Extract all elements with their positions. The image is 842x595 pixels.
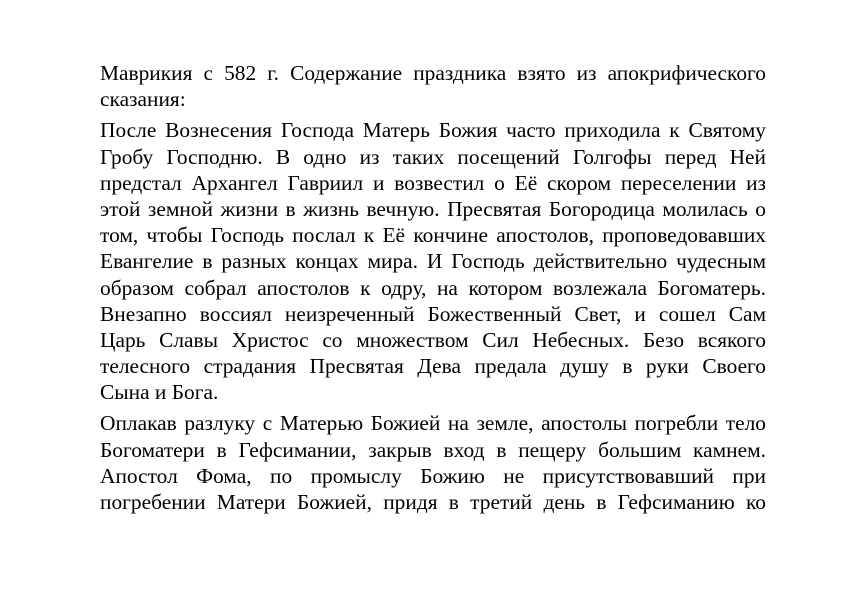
paragraph-3 bbox=[100, 410, 766, 515]
document-text bbox=[100, 60, 766, 515]
text-line: Гробу Господню. В одно из таких посещений Голгофы перед Ней bbox=[100, 144, 766, 169]
text-line: Царь Славы Христос со множеством Сил Небесных. Безо всякого bbox=[100, 327, 766, 352]
text-line: этой земной жизни в жизнь вечную. Пресвятая Богородица молилась о bbox=[100, 196, 766, 221]
text-line: погребении Матери Божией, придя в третий день в Гефсиманию ко bbox=[100, 490, 766, 514]
text-line: Апостол Фома, по промыслу Божию не присутствовавший при bbox=[100, 463, 766, 488]
paragraph-2 bbox=[100, 117, 766, 405]
text-line: Евангелие в разных концах мира. И Господь действительно чудесным bbox=[100, 249, 766, 274]
text-line: сказания: bbox=[100, 87, 186, 112]
text-line: Сына и Бога. bbox=[100, 380, 219, 405]
text-line: Маврикия с 582 г. Содержание праздника взято из апокрифического bbox=[100, 61, 766, 85]
text-line: После Вознесения Господа Матерь Божия часто приходила к Святому bbox=[100, 118, 766, 143]
text-line: телесного страдания Пресвятая Дева предала душу в руки Своего bbox=[100, 354, 766, 379]
paragraph-1 bbox=[100, 60, 766, 112]
text-line: образом собрал апостолов к одру, на котором возлежала Богоматерь. bbox=[100, 275, 766, 300]
text-line: том, чтобы Господь послал к Её кончине апостолов, проповедовавших bbox=[100, 223, 766, 248]
text-line: Оплакав разлуку с Матерью Божией на земле, апостолы погребли тело bbox=[100, 411, 766, 436]
text-line: предстал Архангел Гавриил и возвестил о Её скором переселении из bbox=[100, 170, 766, 195]
text-line: Внезапно воссиял неизреченный Божественный Свет, и сошел Сам bbox=[100, 301, 766, 326]
text-line: Богоматери в Гефсимании, закрыв вход в пещеру большим камнем. bbox=[100, 437, 766, 462]
